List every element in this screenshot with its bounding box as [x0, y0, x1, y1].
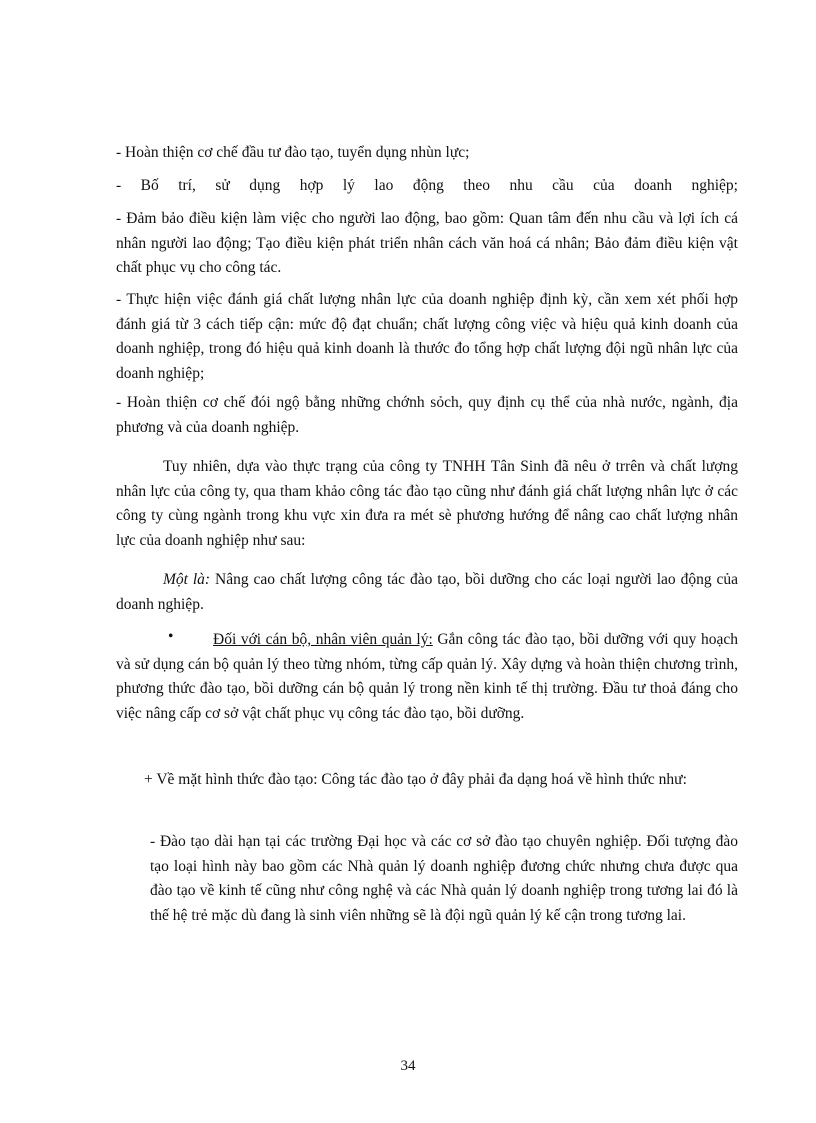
paragraph-4: - Thực hiện việc đánh giá chất lượng nhân lực của doanh nghiệp định kỳ, cần xem xét phối hợp đánh giá từ 3 cách tiếp cận: mức độ đạt chuẩn; chất lượng công việc và hiệu quả kinh doanh của doanh nghiệp, trong đó hiệu quả kinh doanh là thước đo tổng hợp chất lượng đội ngũ nhân lực của doanh nghiệp; [116, 291, 738, 382]
paragraph-9: + Về mặt hình thức đào tạo: Công tác đào tạo ở đây phải đa dạng hoá về hình thức như: [144, 771, 687, 788]
paragraph-10: - Đào tạo dài hạn tại các trường Đại học và các cơ sở đào tạo chuyên nghiệp. Đối tượng đào tạo loại hình này bao gồm các Nhà quản lý doanh nghiệp đương chức nhưng chưa được qua đào tạo về kinh tế cũng như công nghệ và các Nhà quản lý doanh nghiệp trong tương lai đó là thế hệ trẻ mặc dù đang là sinh viên những sẽ là đội ngũ quản lý kế cận trong tương lai. [150, 833, 738, 924]
page-number: 34 [400, 1058, 416, 1074]
paragraph-3: - Đảm bảo điều kiện làm việc cho người lao động, bao gồm: Quan tâm đến nhu cầu và lợi ích cá nhân người lao động; Tạo điều kiện phát triển nhân cách văn hoá cá nhân; Bảo đảm điều kiện vật chất phục vụ cho công tác. [116, 210, 738, 276]
paragraph-8-label: Đối với cán bộ, nhân viên quản lý: [213, 631, 433, 648]
paragraph-8-text: Gắn công tác đào tạo, bồi dưỡng với quy hoạch và sử dụng cán bộ quản lý theo từng nhóm, từng cấp quản lý. Xây dựng và hoàn thiện chương trình, phương thức đào tạo, bồi dưỡng cán bộ quản lý trong nền kinh tế thị trường. Đầu tư thoả đáng cho việc nâng cấp cơ sở vật chất phục vụ công tác đào tạo, bồi dưỡng. [116, 631, 738, 722]
paragraph-7 [116, 568, 738, 617]
paragraph-2: - Bố trí, sử dụng hợp lý lao động theo nhu cầu của doanh nghiệp; [116, 177, 738, 194]
paragraph-5: - Hoàn thiện cơ chế đói ngộ bằng những chớnh sỏch, quy định cụ thể của nhà nước, ngành, địa phương và của doanh nghiệp. [116, 394, 738, 436]
paragraph-7-text: Nâng cao chất lượng công tác đào tạo, bồi dưỡng cho các loại người lao động của doanh nghiệp. [116, 571, 739, 613]
paragraph-7-label: Một là: [163, 571, 211, 588]
paragraph-1: - Hoàn thiện cơ chế đầu tư đào tạo, tuyển dụng nhùn lực; [116, 144, 470, 161]
bullet-icon: • [168, 628, 174, 645]
paragraph-6: Tuy nhiên, dựa vào thực trạng của công ty TNHH Tân Sinh đã nêu ở trrên và chất lượng nhân lực của công ty, qua tham khảo công tác đào tạo cũng như đánh giá chất lượng nhân lực ở các công ty cùng ngành trong khu vực xin đưa ra mét sè phương hướng để nâng cao chất lượng nhân lực của doanh nghiệp như sau: [116, 458, 738, 549]
paragraph-8 [116, 628, 738, 726]
